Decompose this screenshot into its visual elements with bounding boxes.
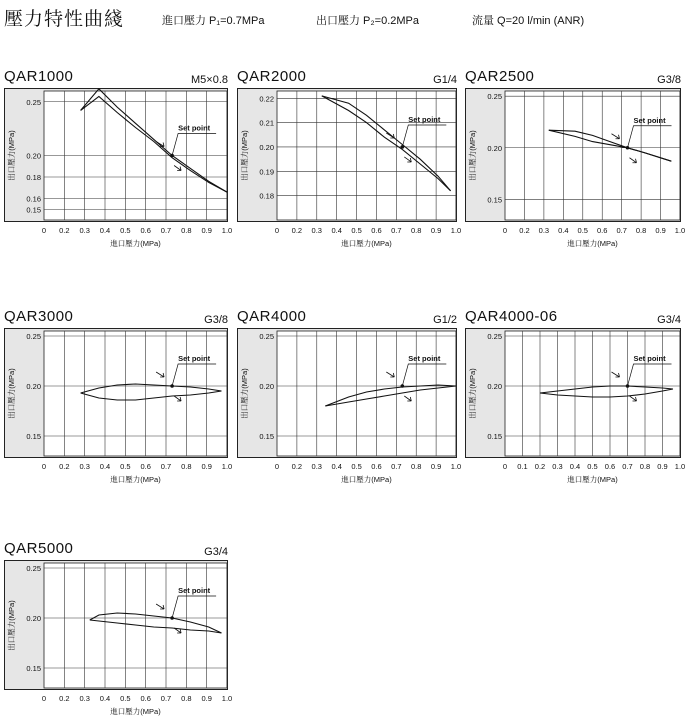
x-tick-label: 0.6 xyxy=(371,462,382,471)
y-tick-label: 0.21 xyxy=(259,118,274,128)
x-tick-label: 0.7 xyxy=(391,462,402,471)
set-point-label: Set point xyxy=(633,115,666,125)
x-tick-label: 0 xyxy=(41,226,47,235)
x-tick-label: 0.8 xyxy=(639,462,651,471)
x-tick-label: 0.9 xyxy=(657,462,668,471)
x-tick-label: 1.0 xyxy=(221,694,233,703)
x-tick-label: 0.2 xyxy=(59,226,70,235)
x-tick-label: 0.5 xyxy=(587,462,598,471)
x-tick-label: 0.6 xyxy=(140,226,151,235)
chart-svg xyxy=(465,328,686,492)
x-tick-label: 0.1 xyxy=(517,462,528,471)
x-tick-label: 0.2 xyxy=(291,462,303,471)
chart-model-title: QAR2500 xyxy=(465,68,535,85)
y-tick-label: 0.25 xyxy=(259,332,274,341)
x-tick-label: 0.6 xyxy=(604,462,616,471)
chart-qar3000 xyxy=(4,308,233,492)
x-tick-label: 0.4 xyxy=(331,462,342,471)
y-axis-label: 出口壓力(MPa) xyxy=(468,368,477,419)
x-tick-label: 0.6 xyxy=(371,226,382,235)
chart-model-title: QAR4000-06 xyxy=(465,308,558,325)
y-tick-label: 0.18 xyxy=(259,191,274,201)
x-tick-label: 1.0 xyxy=(674,226,686,235)
chart-qar4000 xyxy=(237,308,462,492)
x-tick-label: 0.4 xyxy=(569,462,581,471)
y-tick-label: 0.22 xyxy=(259,94,274,104)
chart-qar1000 xyxy=(4,68,233,256)
x-tick-label: 0.6 xyxy=(597,226,608,235)
y-tick-label: 0.25 xyxy=(487,332,502,341)
chart-port-size: G1/4 xyxy=(433,74,457,86)
x-axis-label: 進口壓力(MPa) xyxy=(110,239,161,248)
x-tick-label: 0 xyxy=(274,226,280,235)
x-tick-label: 0.3 xyxy=(311,462,322,471)
page-title: 壓力特性曲綫 xyxy=(4,9,125,30)
x-tick-label: 0.5 xyxy=(120,694,131,703)
x-axis-label: 進口壓力(MPa) xyxy=(110,707,161,716)
x-tick-label: 0.8 xyxy=(181,462,192,471)
chart-port-size: G3/4 xyxy=(204,546,228,558)
x-tick-label: 0.7 xyxy=(616,226,627,235)
x-axis-label: 進口壓力(MPa) xyxy=(567,239,618,248)
x-tick-label: 0.3 xyxy=(79,694,90,703)
y-axis-label: 出口壓力(MPa) xyxy=(7,130,16,181)
x-tick-label: 0.9 xyxy=(655,226,666,235)
chart-port-size: M5×0.8 xyxy=(191,74,228,86)
x-tick-label: 0.8 xyxy=(181,694,192,703)
y-tick-label: 0.20 xyxy=(487,143,502,153)
x-tick-label: 0 xyxy=(41,694,47,703)
y-tick-label: 0.25 xyxy=(26,564,41,573)
x-tick-label: 0.3 xyxy=(79,462,90,471)
chart-svg xyxy=(465,88,686,256)
y-axis-label: 出口壓力(MPa) xyxy=(468,130,477,181)
set-point-label: Set point xyxy=(178,123,211,133)
set-point-label: Set point xyxy=(178,586,211,595)
x-tick-label: 1.0 xyxy=(674,462,686,471)
x-tick-label: 0.2 xyxy=(59,694,70,703)
x-tick-label: 0.3 xyxy=(79,226,90,235)
x-tick-label: 0.2 xyxy=(59,462,70,471)
x-tick-label: 0.4 xyxy=(558,226,569,235)
x-tick-label: 0.4 xyxy=(331,226,342,235)
chart-port-size: G3/4 xyxy=(657,314,681,326)
chart-model-title: QAR5000 xyxy=(4,540,74,557)
x-tick-label: 0.5 xyxy=(351,462,362,471)
set-point-label: Set point xyxy=(633,354,666,363)
chart-qar5000 xyxy=(4,540,233,724)
x-axis-label: 進口壓力(MPa) xyxy=(341,475,392,484)
x-tick-label: 0.9 xyxy=(201,226,212,235)
set-point-label: Set point xyxy=(408,114,441,124)
x-tick-label: 0.6 xyxy=(140,694,151,703)
x-tick-label: 1.0 xyxy=(221,462,233,471)
plot-area xyxy=(277,91,456,220)
inlet-condition: 進口壓力 P₁=0.7MPa xyxy=(162,15,265,27)
y-axis-label: 出口壓力(MPa) xyxy=(7,368,16,419)
y-tick-label: 0.20 xyxy=(26,614,41,623)
y-tick-label: 0.16 xyxy=(26,194,41,204)
y-tick-label: 0.15 xyxy=(26,432,41,441)
chart-model-title: QAR4000 xyxy=(237,308,307,325)
x-tick-label: 1.0 xyxy=(221,226,233,235)
x-tick-label: 0 xyxy=(502,226,508,235)
y-tick-label: 0.15 xyxy=(487,195,502,205)
x-tick-label: 0.4 xyxy=(99,226,111,235)
x-tick-label: 0.3 xyxy=(311,226,322,235)
y-tick-label: 0.20 xyxy=(26,151,41,161)
x-tick-label: 0.6 xyxy=(140,462,151,471)
y-tick-label: 0.19 xyxy=(259,167,274,177)
x-tick-label: 0.9 xyxy=(430,226,442,235)
chart-svg xyxy=(237,88,462,256)
y-tick-label: 0.25 xyxy=(487,92,502,102)
x-tick-label: 0.4 xyxy=(99,694,111,703)
y-tick-label: 0.15 xyxy=(26,205,41,215)
chart-qar2500 xyxy=(465,68,686,256)
x-tick-label: 0.9 xyxy=(201,462,212,471)
x-tick-label: 0 xyxy=(502,462,508,471)
chart-svg xyxy=(4,88,233,256)
plot-area xyxy=(277,331,456,456)
chart-model-title: QAR3000 xyxy=(4,308,74,325)
x-tick-label: 0.2 xyxy=(534,462,546,471)
chart-qar4000-06 xyxy=(465,308,686,492)
x-tick-label: 0.5 xyxy=(120,226,131,235)
x-tick-label: 0.5 xyxy=(120,462,131,471)
x-tick-label: 0 xyxy=(274,462,280,471)
x-tick-label: 0.4 xyxy=(99,462,111,471)
y-tick-label: 0.20 xyxy=(259,382,274,391)
y-tick-label: 0.25 xyxy=(26,332,41,341)
set-point-label: Set point xyxy=(178,354,211,363)
y-tick-label: 0.25 xyxy=(26,97,41,107)
chart-svg xyxy=(4,560,233,724)
y-tick-label: 0.15 xyxy=(487,432,502,441)
x-tick-label: 0.5 xyxy=(351,226,362,235)
chart-model-title: QAR2000 xyxy=(237,68,307,85)
chart-port-size: G3/8 xyxy=(657,74,681,86)
y-tick-label: 0.20 xyxy=(259,142,274,152)
y-tick-label: 0.18 xyxy=(26,173,41,182)
x-tick-label: 0.8 xyxy=(411,226,422,235)
x-axis-label: 進口壓力(MPa) xyxy=(567,475,618,484)
x-tick-label: 0.8 xyxy=(411,462,422,471)
outlet-condition: 出口壓力 P₂=0.2MPa xyxy=(316,15,419,27)
chart-port-size: G3/8 xyxy=(204,314,228,326)
flow-condition: 流量 Q=20 l/min (ANR) xyxy=(472,15,585,27)
x-tick-label: 0.3 xyxy=(552,462,563,471)
y-axis-label: 出口壓力(MPa) xyxy=(240,130,249,181)
x-tick-label: 0.7 xyxy=(160,226,172,235)
x-tick-label: 0.9 xyxy=(201,694,212,703)
y-tick-label: 0.20 xyxy=(26,382,41,391)
chart-svg xyxy=(4,328,233,492)
x-tick-label: 0.9 xyxy=(430,462,442,471)
chart-qar2000 xyxy=(237,68,462,256)
y-tick-label: 0.15 xyxy=(259,432,274,441)
x-tick-label: 0.7 xyxy=(622,462,633,471)
x-tick-label: 1.0 xyxy=(450,226,462,235)
x-tick-label: 0.8 xyxy=(181,226,192,235)
x-axis-label: 進口壓力(MPa) xyxy=(341,239,392,248)
y-tick-label: 0.20 xyxy=(487,382,502,391)
set-point-label: Set point xyxy=(408,354,441,363)
x-tick-label: 1.0 xyxy=(450,462,462,471)
x-axis-label: 進口壓力(MPa) xyxy=(110,475,161,484)
x-tick-label: 0.8 xyxy=(635,226,647,235)
x-tick-label: 0.7 xyxy=(160,462,172,471)
y-axis-label: 出口壓力(MPa) xyxy=(7,600,16,651)
x-tick-label: 0.2 xyxy=(519,226,530,235)
y-tick-label: 0.15 xyxy=(26,664,41,673)
y-axis-label: 出口壓力(MPa) xyxy=(240,368,249,419)
x-tick-label: 0.7 xyxy=(391,226,402,235)
x-tick-label: 0 xyxy=(41,462,47,471)
chart-model-title: QAR1000 xyxy=(4,68,74,85)
x-tick-label: 0.7 xyxy=(160,694,172,703)
x-tick-label: 0.3 xyxy=(538,226,550,235)
x-tick-label: 0.2 xyxy=(291,226,303,235)
chart-port-size: G1/2 xyxy=(433,314,457,326)
x-tick-label: 0.5 xyxy=(577,226,588,235)
chart-svg xyxy=(237,328,462,492)
